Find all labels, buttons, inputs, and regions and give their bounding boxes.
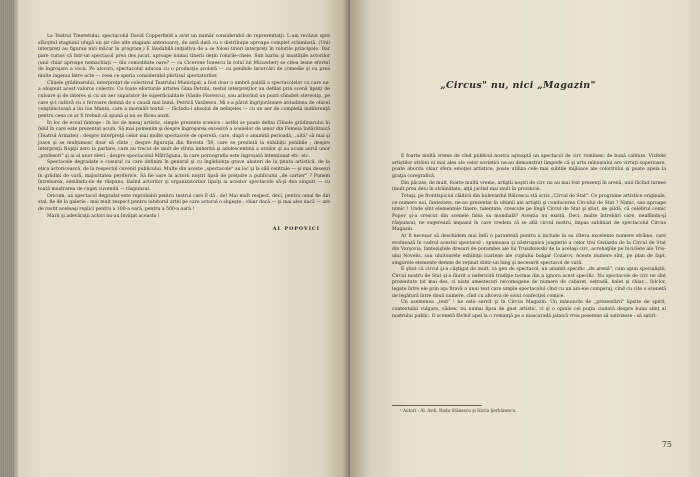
left-article (38, 34, 330, 234)
author-signature: AL POPOVICI (272, 226, 320, 233)
paragraph: Spectacole degradate e cusurul cu care definim în general şi cu îngăduinţa grave abateri de la ţinuta artistică, de la etica actoricească, de la respectul cuvenit publicului. Multe din aceste „spectacole" au loc şi la săli centrale — şi mai deseori în grădini de vară, majoritatea periferice. Să fie oare la actorii noştri lipsă de preţuire a publicului „de cartier" ? Punem întrebarea, semăndu-ne de răspuns, lăsînd actorilor şi organizatorilor lipsiţi ai acestor spectacole să-şi dea singuri — cu toată mustrarea de cuget cuvenită — răspunsul. (38, 160, 330, 193)
paragraph: Marii şi adevăraţii actori nu-au învăţat aceasta ! (47, 213, 160, 219)
closing-line (38, 214, 330, 235)
page-number: 75 (661, 440, 672, 449)
left-page (18, 0, 348, 477)
footnote-rule (392, 405, 482, 406)
footnote: ¹ Autori : Al. Ardi, Radu Stănescu şi Horia Şerbănescu. (400, 408, 517, 413)
paragraph: În loc de ecoul fantoşe : în loc de mesaj artistic, simple prezente scenice : astfel se poate defini Cîinele grădinarului în felul în care este prezentat acum. Să mai pomenim şi despre îngroşarea excesivă a scenelor de umor din Femeia îndărătnică (Teatrul Armatei) : despre interpreţii celor mai multe spectacole de operetă, care, după o anumită perioadă, „uită" să mai şi joace şi se mulţumesc doar să cînte ; despre figuraţia din Revista '58, care se prezintă la exhibiţii penibile ; despre interpreţii Nopţii zero la partare, care au trecut de mult de vîrsta imberbă şi adolescentină a eroilor şi au acum aerul unor „profesori" şi ai al unor elevi ; despre spectacolul Mătrăguna, în care pornografia este îngroşată intenţionat etc. etc. (38, 120, 330, 159)
paragraph: Totuşi, pe frontispiciul clădirii din bulevardul Bălcescu stă scris „Circul de Stat". Ce programe artistice originale, ce numere noi, fanteziste, ne-au prezentat în ultimii ani artiştii şi conducerea Circului de Stat ? Nimic, sau aproape nimic ! Unde sînt elementele tinere, talentate, crescute pe lîngă Circul de Stat şi ştiut, de pildă, că celebrul comic Popov şi-a crescut din scenele falsa sa mondială? Aceştia nu există. Deci, multe întrebări care, neaflîndu-şi răspunsul, ne sugerează impasul în care credem că se află circul nostru, impas subliniat de spectacolul Circus Magazin. (392, 193, 666, 233)
paragraph: E ştiut că circul şi-a câştigat de mult, ca gen de spectacol, un anumit specific „de arenă", cum spun specialiştii. Circul nostru de Stat şi-a făurit o nefericită tradiţie tocmai din a ignora acest specific. Nu spectacole de circ ne sînt prezentate tot mai des, ci niste amestecuri necomogene de numere de cabaret, estradă, balet şi chiar... folclor, legate între ele prin aţa firavă a unui text care umple spectacolul cînd cu un am-eie comperaj, cînd cu cite o scenetă de legătură între două numere, cînd cu altceva de soiul confecţiei comice. (392, 267, 666, 299)
right-article (392, 154, 666, 320)
paragraph: Un asemenea „text" ¹ ne este servit şi în Circus Magazin. Un mănunchi de „prezentării" lipsite de spirit, contextului vulgare, vădesc nu numai lipsa de gust artistic, ci şi o opinie cel puţin ciudată despre buna simţ al nostrului public. O scenetă făcînd apel la o romanţă pe o mascaradă jalnică vrea pesemne să satirizeze : să satiri- (392, 300, 666, 319)
paragraph: Ar fi necesar să deschidem mai întîi o paranteză pentru a include în ea cîteva excelente numere străine, care evoluează în cadrul acestui spectacol : spumoasa şi năstruşnica jonglerie a celor trei Gwiazda de la Circul de Stat din Varşovia, fanteziştele dresuri de porumbei ale lui Truszkowski de la acelaşi circ, acrobaţiile pe biciclete ale Trio-ului Novelis, sau uluitoarele exhibiţii icariene ale cuplului bulgar Cozarov. Aceste numere sînt, pe plan de fapt, singurele elemente demne de reţinut dintr-un lung şi necesarit spectacol de vară. (392, 233, 666, 266)
paragraph: Din păcate, de mult, foarte multă vreme, artiştii noştri de circ nu au mai fost prezenţi în arenă, unii făcînd turnee (mult prea des) în străinătate, alţii jucînd mai mult în provincie. (392, 180, 666, 193)
paragraph: Oricum, un spectacol degradat este reprobabil pentru teatrul care îl dă ; de! Mai mult respect, deci, pentru omul fie din stal, fie de la galerie : mai mult respect pentru iubitorul artei pe care actorul o slujeşte ; chiar dacă — şi mai ales dacă — are de rostit aceleaşi replici pentru a 100-a oară, pentru a 500-a oară ! (38, 193, 330, 213)
page-fore-edge (0, 0, 14, 477)
right-page (350, 0, 690, 477)
paragraph: E foarte multă vreme de cînd publicul nostru aşteaptă un spectacol de circ romînesc de bună calitate. Vizitele artiştilor străini ni mai ales ale celor sovietici ne-au demonstrat limpede că şi arta mînuşiului are virtuţi superioare, poate aborda chiar sfera emoţiei artistice, poate utiliza cele mai subtile mijloace ale coloritului şi poate apela la graţia coregrafică. (392, 154, 666, 179)
article-title: „Circus" nu, nici „Magazin" (440, 80, 596, 91)
paragraph: La Teatrul Tineretului, spectacolul David Copperfield a avut un număr considerabil de reprezentaţii. L-am revăzut spre sfârşitul stagiunii (după un şir cite alte stagiuni anterioare), de astă dată cu o distribuţie aproape complet schimbată. (Unii interpreţi au figurau nici măcar în program.) E lăudabilă iniţiativa de a se folosi tineri interpreţi în rolurile principale. Dar pare curios că într-un spectacol prea des jucat, aproape numai tinerii deţin rolurile-cheie. Sub barba şi mustăţile actorilor (unii chiar aproape nemachiaţi — diu comoditate oare? — ca Cicerone Ionescu în rolul lui Micawber) se citea lesne efortul de îngroşare a vocii. Pe alocuri, spectacolul aducea cu o producţie şcolară — cu penibile încercări de comedie şi cu prea multe ingenui între acte — ceea ce speria considerabil plictisul spectatorilor. (38, 34, 330, 79)
paragraph: Cîinele grădinarului, interpretat de colectivul Teatrului Municipal, a fost doar o umbră palidă a spectacolelor cu care ne-a obişnuit acest valoros colectiv. Cu toate eforturile artistei Gina Petrini, restul interpreţilor au defilat prin scenă lipsiţi de culoare şi de interes şi cu un aer suparator de superficialitate (Vasile Florescu), sau arborînd un pozri cîinsbet stereotip, pe care şi-l cultivă cu o fervoare demnă de o cauză mai bună, Petrică Vasilescu. Mi s-a părut îngrijorătoare atitudinea de obicei conştiincioasă a lui Ion Manta, care a mormăit textul — făcîndu-l absolut de neînţeles — cu un aer de completă indiferenţă pentru ceea ce ar fi trebuit să spună şi nu se făcea auzit. (38, 80, 330, 119)
